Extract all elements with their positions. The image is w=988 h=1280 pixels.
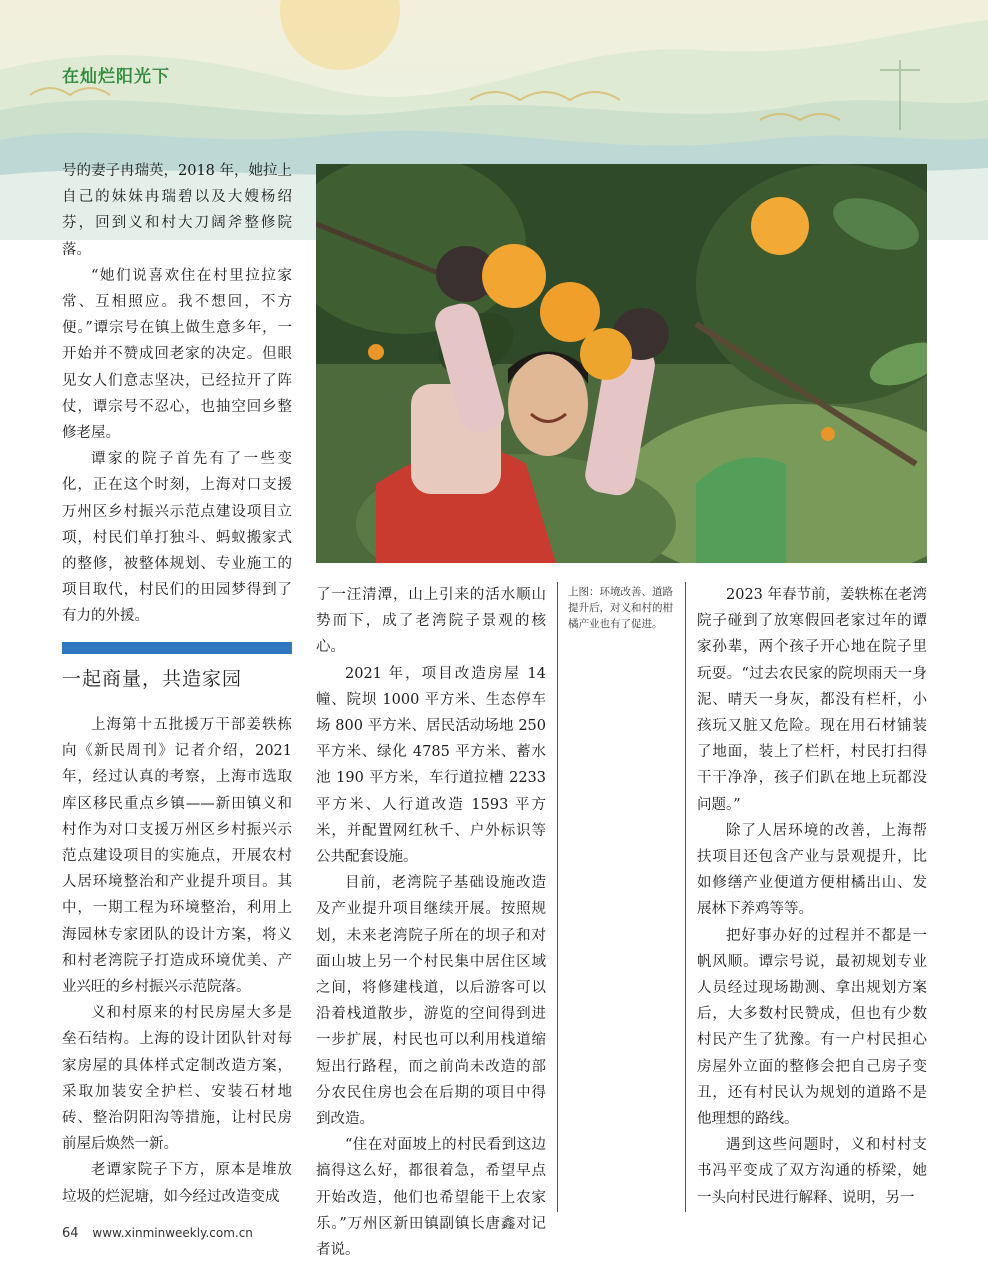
section-title: 在灿烂阳光下	[62, 67, 170, 87]
page-footer	[62, 1226, 253, 1241]
paragraph: 2023 年春节前，姜轶栋在老湾院子碰到了放寒假回老家过年的谭家孙辈，两个孩子开心地在院子里玩耍。“过去农民家的院坝雨天一身泥、晴天一身灰，都没有栏杆，小孩玩又脏又危险。现在用石材铺装了地面，装上了栏杆，村民打扫得干干净净，孩子们趴在地上玩都没问题。”	[697, 587, 928, 813]
paragraph: 除了人居环境的改善，上海帮扶项目还包含产业与景观提升，比如修缮产业便道方便柑橘出山、发展林下养鸡等等。	[697, 822, 927, 918]
column-divider-left	[557, 582, 558, 1212]
paragraph: 把好事办好的过程并不都是一帆风顺。谭宗号说，最初规划专业人员经过现场勘测、拿出规划方案后，大多数村民赞成，但也有少数村民产生了犹豫。有一户村民担心房屋外立面的整修会把自己房子变丑，还有村民认为规划的道路不是他理想的路线。	[697, 927, 927, 1128]
column-2	[316, 582, 546, 1263]
photo-caption: 上图：环境改善、道路提升后，对义和村的柑橘产业也有了促进。	[568, 586, 673, 630]
paragraph: 号的妻子冉瑞英，2018 年，她拉上自己的妹妹冉瑞碧以及大嫂杨绍芬，回到义和村大刀阔斧整修院落。	[62, 163, 293, 258]
column-1-bottom	[62, 712, 292, 1210]
paragraph: 谭家的院子首先有了一些变化，正在这个时刻，上海对口支援万州区乡村振兴示范点建设项目立项，村民们单打独斗、蚂蚁搬家式的整修，被整体规划、专业施工的项目取代，村民们的田园梦得到了有力的外援。	[62, 451, 292, 625]
website-url: www.xinminweekly.com.cn	[92, 1226, 253, 1240]
paragraph: 2021 年，项目改造房屋 14 幢、院坝 1000 平方米、生态停车场 800 平方米、居民活动场地 250 平方米、绿化 4785 平方米、蓄水池 190 平方米，车行道拉槽 2233 平方米、人行道改造 1593 平方米，并配置网红秋千、户外标识等公共配套设施。	[316, 665, 546, 866]
subhead: 一起商量，共造家园	[62, 668, 243, 690]
photo-illustration	[316, 164, 927, 563]
subhead-bar	[62, 642, 292, 654]
page-number: 64	[62, 1226, 79, 1241]
paragraph: “她们说喜欢住在村里拉拉家常、互相照应。我不想回，不方便。”谭宗号在镇上做生意多年，一开始并不赞成回老家的决定。但眼见女人们意志坚决，已经拉开了阵仗，谭宗号不忍心，也抽空回乡整修老屋。	[62, 267, 292, 442]
column-1-top	[62, 158, 292, 630]
column-3	[697, 582, 927, 1211]
paragraph: 目前，老湾院子基础设施改造及产业提升项目继续开展。按照规划，未来老湾院子所在的坝子和对面山坡上另一个村民集中居住区域之间，将修建栈道，以后游客可以沿着栈道散步，游览的空间得到进一步扩展，村民也可以利用栈道缩短出行路程，而之前尚未改造的部分农民住房也会在后期的项目中得到改造。	[316, 875, 546, 1128]
paragraph: 老谭家院子下方，原本是堆放垃圾的烂泥塘，如今经过改造变成	[62, 1162, 292, 1205]
column-divider-right	[685, 582, 686, 1212]
paragraph: 了一汪清潭，山上引来的活水顺山势而下，成了老湾院子景观的核心。	[316, 587, 546, 656]
paragraph: 遇到这些问题时，义和村村支书冯平变成了双方沟通的桥梁，她一头向村民进行解释、说明，另一	[697, 1137, 927, 1206]
paragraph: 义和村原来的村民房屋大多是垒石结构。上海的设计团队针对每家房屋的具体样式定制改造方案，采取加装安全护栏、安装石材地砖、整治阴阳沟等措施，让村民房前屋后焕然一新。	[62, 1005, 292, 1153]
orange-harvest-photo	[316, 164, 927, 563]
paragraph: 上海第十五批援万干部姜轶栋向《新民周刊》记者介绍，2021 年，经过认真的考察，上海市选取库区移民重点乡镇——新田镇义和村作为对口支援万州区乡村振兴示范点建设项目的实施点，开展农村人居环境整治和产业提升项目。其中，一期工程为环境整治，利用上海园林专家团队的设计方案，将义和村老湾院子打造成环境优美、产业兴旺的乡村振兴示范院落。	[62, 717, 292, 996]
paragraph: “住在对面坡上的村民看到这边搞得这么好，都很着急，希望早点开始改造，他们也希望能干上农家乐。”万州区新田镇副镇长唐鑫对记者说。	[316, 1137, 546, 1259]
